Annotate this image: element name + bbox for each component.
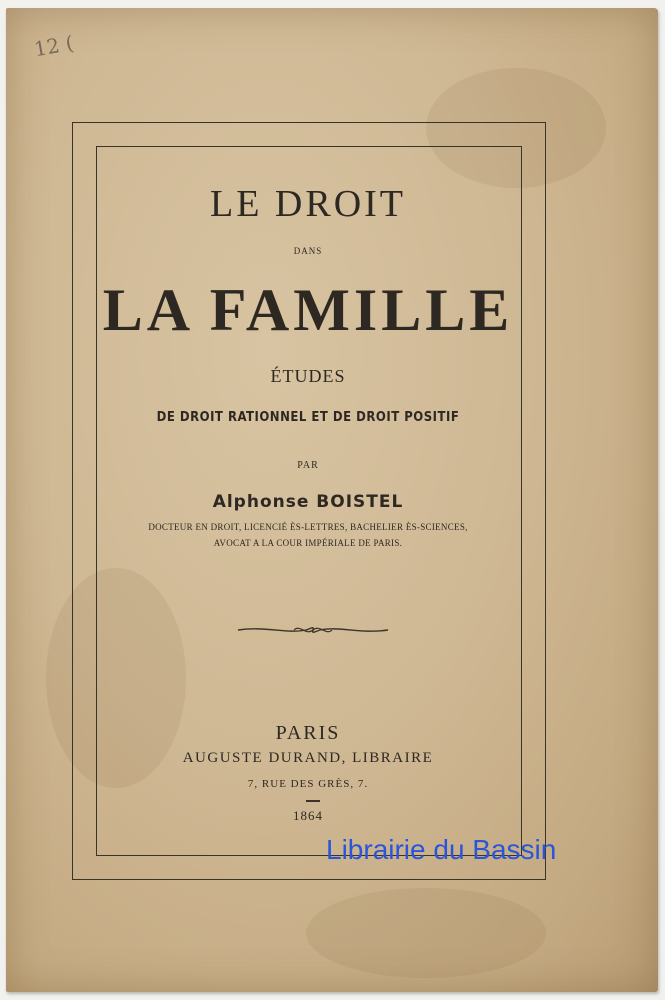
ornament-divider	[236, 622, 390, 638]
author-credentials-2: AVOCAT A LA COUR IMPÉRIALE DE PARIS.	[213, 538, 403, 548]
publisher-address: 7, RUE DES GRÈS, 7.	[247, 778, 369, 790]
subtitle: ÉTUDES	[270, 366, 346, 386]
divider-dash	[306, 800, 320, 802]
publisher: AUGUSTE DURAND, LIBRAIRE	[182, 750, 434, 766]
title-line1: LE DROIT	[209, 183, 407, 225]
author-credentials-1: DOCTEUR EN DROIT, LICENCIÉ ÈS-LETTRES, BACHELIER ÈS-SCIENCES,	[148, 522, 468, 532]
city: PARIS	[275, 722, 341, 744]
subtitle-2: DE DROIT RATIONNEL ET DE DROIT POSITIF	[156, 410, 460, 425]
publication-year: 1864	[293, 808, 323, 823]
by-label: PAR	[297, 460, 319, 471]
title-connector: DANS	[293, 246, 323, 256]
pencil-mark: 12 (	[32, 30, 76, 62]
title-line2: LA FAMILLE	[102, 277, 514, 343]
watermark-text: Librairie du Bassin	[326, 834, 557, 865]
author-name: Alphonse BOISTEL	[212, 492, 404, 512]
paper-stain	[306, 888, 546, 978]
